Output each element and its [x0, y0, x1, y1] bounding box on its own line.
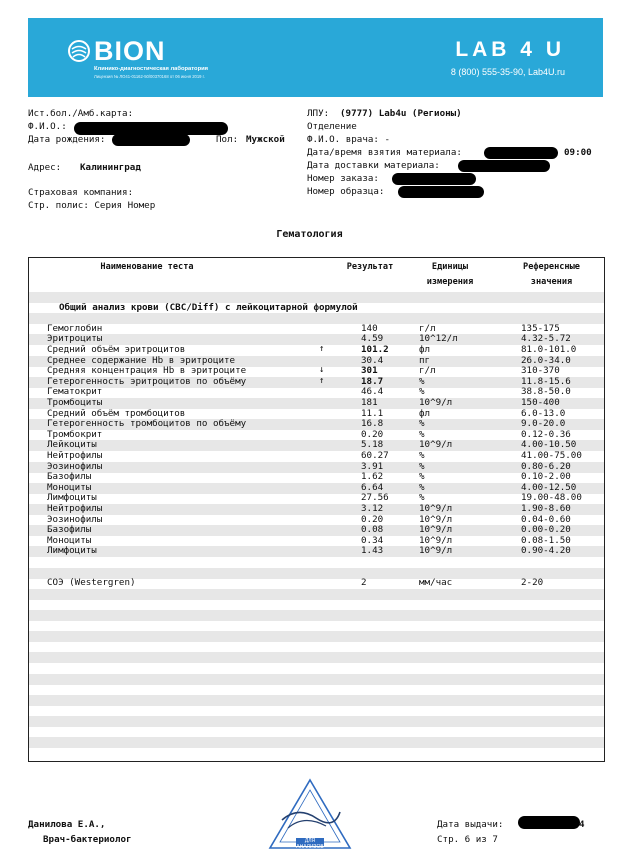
test-unit: %: [419, 428, 425, 440]
test-reference: 2-20: [521, 577, 544, 589]
test-result: 60.27: [361, 450, 389, 461]
test-name: Лейкоциты: [47, 439, 97, 451]
table-row: [29, 631, 604, 642]
test-unit: %: [419, 460, 425, 472]
issue-date-suffix: 4: [579, 819, 585, 830]
test-name: Гетерогенность тромбоцитов по объёму: [47, 418, 247, 430]
table-row: [29, 705, 604, 716]
department-label: Отделение: [307, 121, 357, 132]
table-row: [29, 387, 604, 398]
test-result: 30.4: [361, 354, 384, 366]
header-reference-line2: значения: [530, 277, 573, 287]
test-result: 2: [361, 577, 367, 589]
table-row: [29, 313, 604, 324]
test-reference: 38.8-50.0: [521, 386, 571, 398]
test-result: 0.34: [361, 534, 384, 546]
test-name: Моноциты: [47, 534, 92, 546]
test-unit: %: [419, 471, 425, 483]
test-result: 4.59: [361, 333, 384, 345]
table-row: [29, 303, 604, 314]
lpu-label: ЛПУ:: [307, 108, 330, 119]
table-row: [29, 515, 604, 526]
test-unit: 10^9/л: [419, 397, 453, 408]
header-result: Результат: [346, 262, 394, 272]
test-result: 3.12: [361, 503, 384, 514]
table-row: [29, 440, 604, 451]
lab4u-contacts: 8 (800) 555-35-90, Lab4U.ru: [450, 67, 565, 77]
test-unit: 10^9/л: [419, 439, 453, 451]
table-row: [29, 493, 604, 504]
result-flag-icon: ↓: [319, 365, 325, 376]
test-name: Лимфоциты: [47, 492, 97, 504]
test-name: Базофилы: [47, 471, 92, 483]
table-row: [29, 504, 604, 515]
sex-value: Мужской: [246, 134, 285, 145]
table-row: [29, 377, 604, 388]
test-name: Нейтрофилы: [47, 503, 103, 514]
stamp-text: ДЛЯ АНАЛИЗОВ: [296, 838, 324, 850]
test-result: 18.7: [361, 375, 384, 387]
bion-license: Лицензия № ЛО41-01162-50/00370168 от 06 июня 2019 г.: [94, 74, 205, 79]
test-unit: 10^9/л: [419, 534, 453, 546]
test-reference: 19.00-48.00: [521, 492, 582, 504]
address-label: Адрес:: [28, 162, 62, 173]
test-result: 27.56: [361, 492, 389, 504]
test-name: Среднее содержание Hb в эритроците: [47, 354, 236, 366]
bion-brand-name: BION: [94, 36, 166, 66]
test-reference: 9.0-20.0: [521, 418, 566, 430]
header-reference-line1: Референсные: [523, 262, 580, 272]
policy-label: Стр. полис: Серия Номер: [28, 200, 156, 211]
sample-number-label: Номер образца:: [307, 186, 385, 197]
history-label: Ист.бол./Амб.карта:: [28, 108, 134, 119]
test-reference: 26.0-34.0: [521, 354, 571, 366]
redaction-bar: [392, 173, 476, 185]
doctor-name: Данилова Е.А.,: [28, 819, 106, 830]
test-result: 3.91: [361, 460, 384, 472]
test-reference: 150-400: [521, 397, 560, 408]
test-name: Тромбоциты: [47, 397, 103, 408]
test-reference: 0.10-2.00: [521, 471, 571, 483]
test-result: 46.4: [361, 386, 384, 398]
group-title: Общий анализ крови (CBC/Diff) с лейкоцитарной формулой: [59, 301, 358, 313]
test-name: Эозинофилы: [47, 513, 103, 525]
table-row: [29, 727, 604, 738]
test-result: 1.62: [361, 471, 384, 483]
redaction-bar: [484, 147, 558, 159]
sex-label: Пол:: [216, 134, 239, 145]
table-row: [29, 663, 604, 674]
table-row: [29, 451, 604, 462]
issue-date-label: Дата выдачи:: [437, 819, 504, 830]
table-row: [29, 599, 604, 610]
stamp-seal: [268, 778, 352, 852]
test-unit: %: [419, 375, 425, 387]
order-number-label: Номер заказа:: [307, 173, 379, 184]
test-name: Базофилы: [47, 524, 92, 536]
test-result: 6.64: [361, 481, 384, 493]
test-unit: 10^9/л: [419, 524, 453, 536]
header-units: [407, 260, 493, 290]
table-header: [29, 258, 604, 291]
header-units-line1: Единицы: [431, 262, 469, 272]
test-reference: 0.04-0.60: [521, 513, 571, 525]
bion-subtitle: Клинико-диагностическая лаборатория: [94, 66, 209, 72]
test-unit: 10^9/л: [419, 503, 453, 514]
test-unit: 10^9/л: [419, 513, 453, 525]
test-unit: пг: [419, 354, 431, 366]
header-reference: [499, 260, 604, 290]
table-row: [29, 716, 604, 727]
test-unit: %: [419, 386, 425, 398]
table-row: [29, 536, 604, 547]
test-reference: 4.00-10.50: [521, 439, 577, 451]
test-name: Средний объём тромбоцитов: [47, 407, 186, 419]
test-result: 1.43: [361, 545, 384, 557]
table-row: [29, 737, 604, 748]
result-flag-icon: ↑: [319, 344, 325, 354]
table-row: [29, 674, 604, 685]
test-name: Нейтрофилы: [47, 450, 103, 461]
table-row: [29, 430, 604, 441]
test-result: 16.8: [361, 418, 384, 430]
redaction-bar: [112, 134, 190, 146]
test-unit: фл: [419, 407, 431, 419]
test-reference: 81.0-101.0: [521, 344, 577, 355]
test-reference: 6.0-13.0: [521, 407, 566, 419]
birth-date-label: Дата рождения:: [28, 134, 106, 145]
header-test-name: Наименование теста: [100, 262, 194, 272]
insurer-label: Страховая компания:: [28, 187, 134, 198]
results-table: [28, 257, 605, 762]
table-row: [29, 419, 604, 430]
section-title: Гематология: [276, 229, 343, 240]
header-units-line2: измерения: [426, 277, 474, 287]
test-unit: г/л: [419, 322, 436, 334]
delivery-date-label: Дата доставки материала:: [307, 160, 440, 171]
table-row: [29, 557, 604, 568]
test-reference: 310-370: [521, 365, 560, 377]
table-row: [29, 695, 604, 706]
test-unit: %: [419, 492, 425, 504]
test-name: Моноциты: [47, 481, 92, 493]
test-result: 301: [361, 365, 378, 377]
test-name: Средний объём эритроцитов: [47, 344, 186, 355]
test-unit: 10^12/л: [419, 333, 458, 345]
test-name: Гетерогенность эритроцитов по объёму: [47, 375, 247, 387]
test-reference: 0.08-1.50: [521, 534, 571, 546]
test-name: Тромбокрит: [47, 428, 103, 440]
test-name: Лимфоциты: [47, 545, 97, 557]
test-unit: %: [419, 481, 425, 493]
test-name: Средняя концентрация Hb в эритроците: [47, 365, 247, 377]
test-reference: 4.32-5.72: [521, 333, 571, 345]
test-name: СОЭ (Westergren): [47, 577, 136, 589]
test-name: Гемоглобин: [47, 322, 103, 334]
sample-date-label: Дата/время взятия материала:: [307, 147, 462, 158]
table-row: [29, 578, 604, 589]
test-result: 0.20: [361, 513, 384, 525]
result-flag-icon: ↑: [319, 375, 325, 386]
table-row: [29, 589, 604, 600]
test-unit: %: [419, 418, 425, 430]
redaction-bar: [518, 816, 580, 829]
table-row: [29, 472, 604, 483]
test-result: 0.20: [361, 428, 384, 440]
test-reference: 11.8-15.6: [521, 375, 571, 387]
test-reference: 0.90-4.20: [521, 545, 571, 557]
table-row: [29, 462, 604, 473]
table-row: [29, 748, 604, 759]
test-name: Гематокрит: [47, 386, 103, 398]
table-row: [29, 525, 604, 536]
test-result: 11.1: [361, 407, 384, 419]
bion-logo-icon: [68, 40, 90, 62]
test-reference: 0.12-0.36: [521, 428, 571, 440]
page-number: Стр. 6 из 7: [437, 834, 498, 845]
test-result: 101.2: [361, 344, 389, 355]
table-row: [29, 652, 604, 663]
table-row: [29, 483, 604, 494]
table-row: [29, 684, 604, 695]
test-result: 5.18: [361, 439, 384, 451]
table-row: [29, 610, 604, 621]
test-unit: фл: [419, 344, 431, 355]
test-unit: мм/час: [419, 577, 453, 589]
table-row: [29, 546, 604, 557]
address-value: Калининград: [80, 162, 141, 173]
test-reference: 41.00-75.00: [521, 450, 582, 461]
issue-date: [437, 819, 503, 830]
redaction-bar: [458, 160, 550, 172]
test-reference: 1.90-8.60: [521, 503, 571, 514]
lab4u-title: LAB 4 U: [455, 38, 565, 61]
test-name: Эозинофилы: [47, 460, 103, 472]
doctor-role: Врач-бактериолог: [43, 834, 132, 845]
redaction-bar: [398, 186, 484, 198]
test-result: 181: [361, 397, 378, 408]
header-banner: [28, 18, 603, 97]
test-unit: г/л: [419, 365, 436, 377]
fio-label: Ф.И.О.:: [28, 121, 67, 132]
test-reference: 135-175: [521, 322, 560, 334]
test-reference: 0.00-0.20: [521, 524, 571, 536]
sample-time: 09:00: [564, 147, 592, 158]
lpu-value: (9777) Lab4u (Регионы): [340, 108, 462, 119]
test-unit: 10^9/л: [419, 545, 453, 557]
table-row: [29, 642, 604, 653]
test-result: 140: [361, 322, 378, 334]
test-name: Эритроциты: [47, 333, 103, 345]
test-result: 0.08: [361, 524, 384, 536]
test-reference: 0.80-6.20: [521, 460, 571, 472]
table-row: [29, 324, 604, 335]
test-unit: %: [419, 450, 425, 461]
test-reference: 4.00-12.50: [521, 481, 577, 493]
table-row: [29, 621, 604, 632]
doctor-label: Ф.И.О. врача: -: [307, 134, 390, 145]
